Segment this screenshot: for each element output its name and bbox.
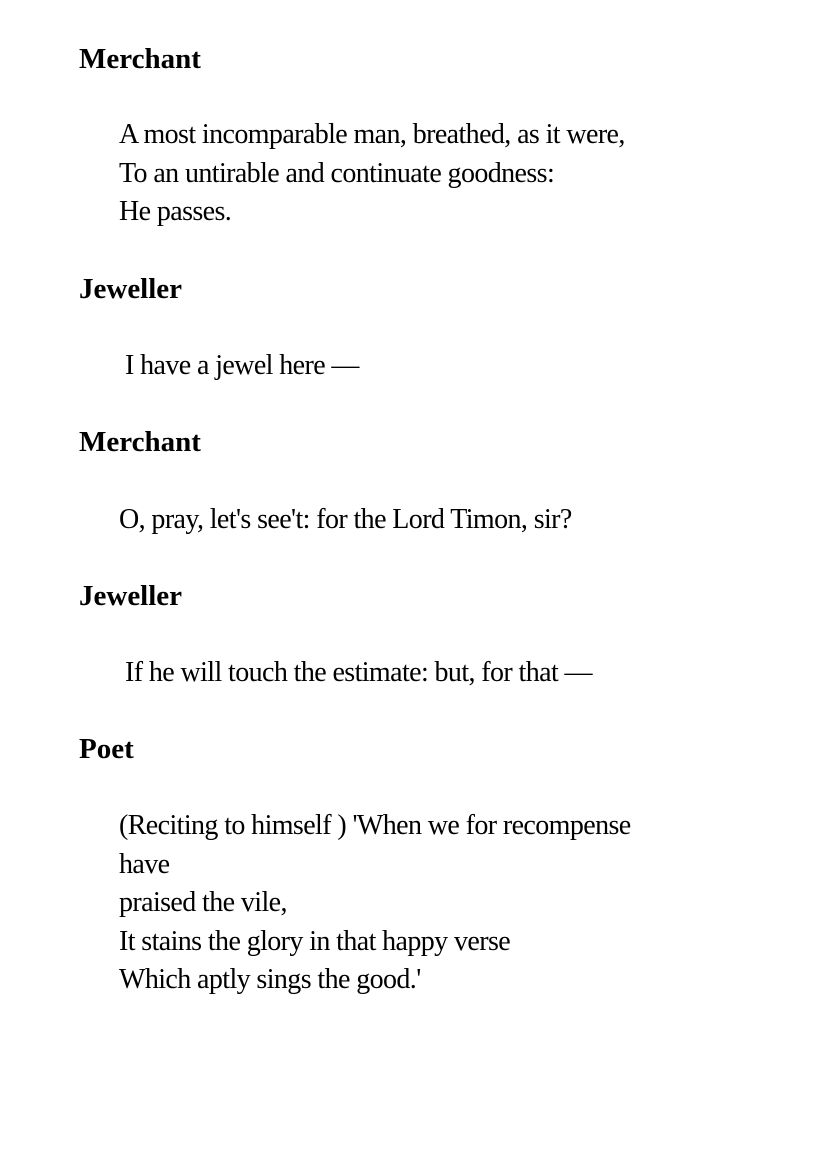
speech-text [119,116,759,232]
speech-line: have [119,848,170,880]
speech-line: praised the vile, [119,887,287,918]
speech-text [125,347,765,386]
speech-text [119,501,759,540]
speech-line: I have a jewel here — [125,350,359,381]
speech-line: If he will touch the estimate: but, for that — [125,657,592,688]
speech-text [119,807,759,1000]
speaker-name: Merchant [79,43,201,75]
speech-line: O, pray, let's see't: for the Lord Timon, sir? [119,504,572,535]
speaker-name: Jeweller [79,580,183,612]
speech-line: He passes. [119,196,232,227]
speech-line: It stains the glory in that happy verse [119,925,511,957]
speaker-name: Merchant [79,426,201,458]
speech-line: (Reciting to himself ) 'When we for recompense [119,810,631,841]
speaker-name: Jeweller [79,273,183,305]
speech-line: Which aptly sings the good.' [119,964,421,995]
speech-text [125,654,765,693]
speech-line: A most incomparable man, breathed, as it were, [119,119,625,150]
speech-line: To an untirable and continuate goodness: [119,157,555,189]
speaker-name: Poet [79,733,134,765]
